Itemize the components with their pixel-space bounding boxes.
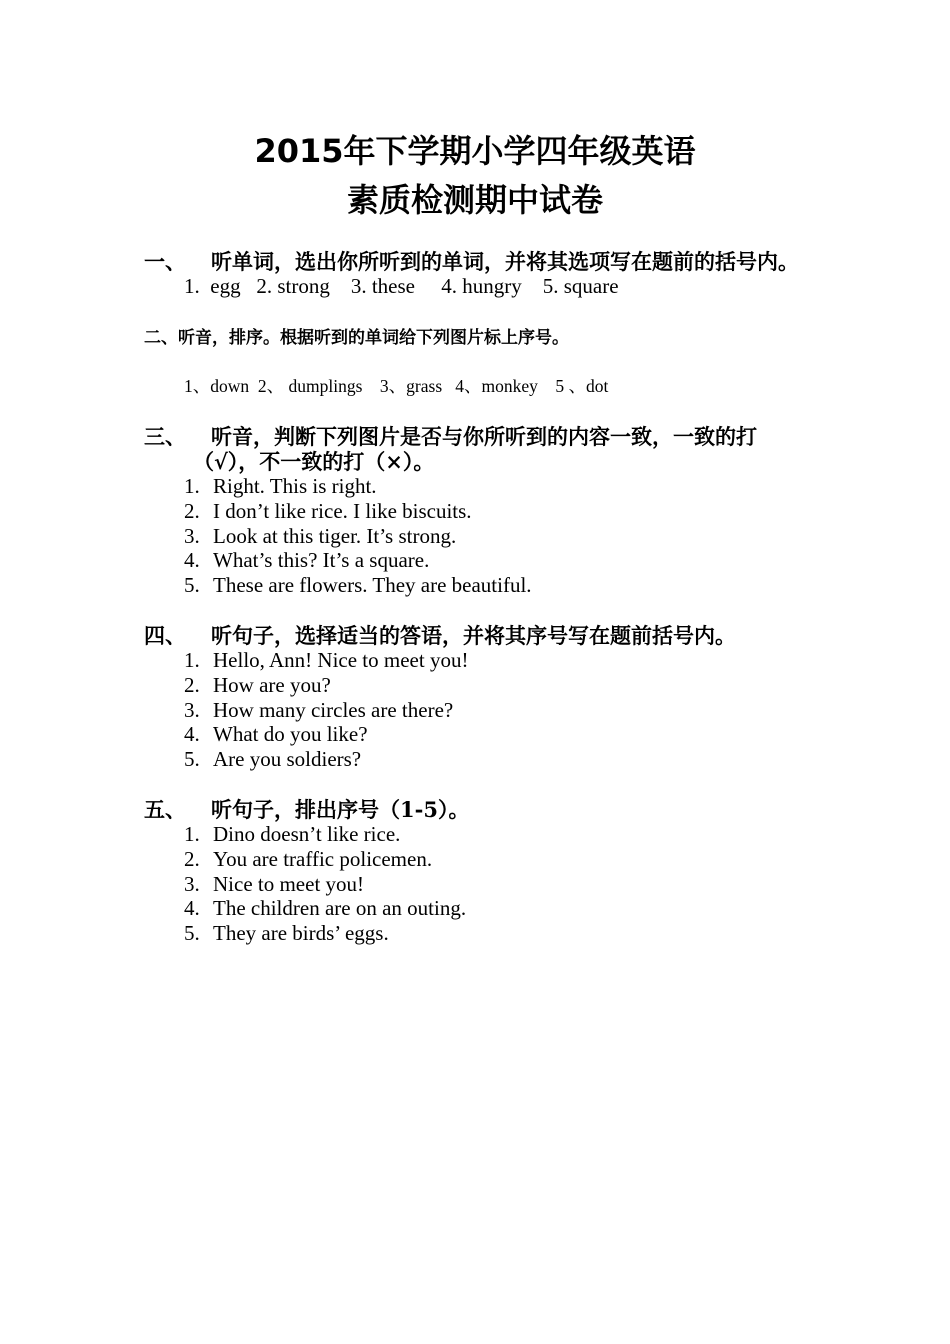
- section-5-heading: [144, 797, 469, 822]
- list-item: 5. Are you soldiers?: [184, 747, 362, 772]
- list-item: 2. You are traffic policemen.: [184, 846, 433, 871]
- section-5-instruction: 听句子，排出序号（1-5）。: [211, 797, 470, 822]
- list-item: 1. Dino doesn’t like rice.: [184, 822, 401, 846]
- list-item: 1. Right. This is right.: [184, 474, 377, 498]
- list-item: 4. What do you like?: [184, 722, 368, 747]
- section-1-word-list: 1. egg 2. strong 3. these 4. hungry 5. square: [184, 274, 619, 298]
- section-3-heading: [144, 424, 757, 449]
- section-2-word-list: 1、down 2、 dumplings 3、grass 4、monkey 5 、dot: [184, 376, 609, 396]
- list-item: 3. How many circles are there?: [184, 697, 454, 722]
- list-item: 2. I don’t like rice. I like biscuits.: [184, 498, 472, 523]
- section-3-number: 三、: [144, 424, 186, 449]
- list-item: 5. These are flowers. They are beautiful.: [184, 573, 532, 598]
- list-item: 5. They are birds’ eggs.: [184, 921, 389, 946]
- section-2-heading: 二、听音，排序。根据听到的单词给下列图片标上序号。: [144, 328, 569, 348]
- list-item: 4. What’s this? It’s a square.: [184, 548, 430, 573]
- list-item: 3. Nice to meet you!: [184, 871, 365, 896]
- list-item: 3. Look at this tiger. It’s strong.: [184, 523, 457, 548]
- section-3-sentence-list: [184, 474, 532, 598]
- section-4-instruction: 听句子，选择适当的答语，并将其序号写在题前括号内。: [211, 623, 736, 648]
- section-5-sentence-list: [184, 822, 466, 946]
- list-item: 1. Hello, Ann! Nice to meet you!: [184, 648, 469, 672]
- section-5-number: 五、: [144, 797, 186, 822]
- exam-title-line1: 2015年下学期小学四年级英语: [254, 132, 696, 170]
- exam-title-line2: 素质检测期中试卷: [346, 181, 603, 219]
- section-4-sentence-list: [184, 648, 468, 772]
- list-item: 4. The children are on an outing.: [184, 896, 467, 921]
- section-4-number: 四、: [144, 623, 186, 648]
- section-1-heading: [144, 249, 799, 274]
- section-3-instruction-continued: （√），不一致的打（×）。: [193, 449, 435, 474]
- section-1-instruction: 听单词，选出你所听到的单词，并将其选项写在题前的括号内。: [211, 249, 799, 274]
- section-1-number: 一、: [144, 249, 186, 274]
- section-3-instruction: 听音，判断下列图片是否与你所听到的内容一致，一致的打: [211, 424, 757, 449]
- list-item: 2. How are you?: [184, 672, 331, 697]
- section-4-heading: [144, 623, 736, 648]
